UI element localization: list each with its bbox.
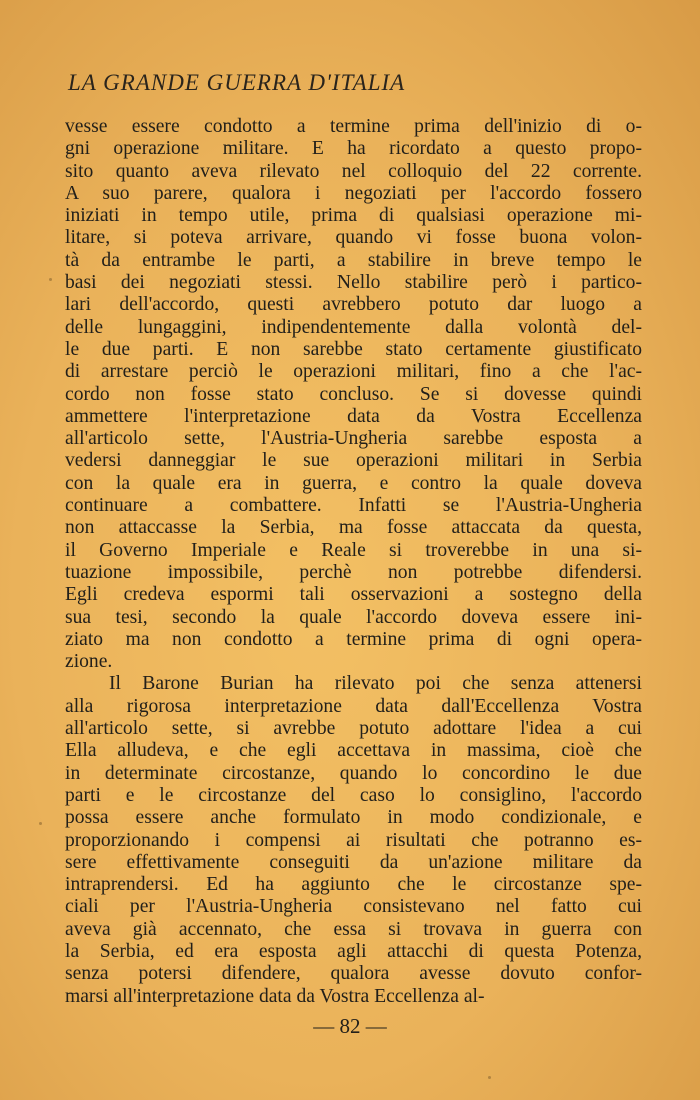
text-line: all'articolo sette, si avrebbe potuto adottare l'idea a cui [65, 718, 642, 740]
text-line: in determinate circostanze, quando lo concordino le due [65, 762, 642, 784]
text-line: zione. [65, 651, 113, 673]
paragraph-2 [65, 673, 642, 1007]
text-line: di arrestare perciò le operazioni militari, fino a che l'ac- [65, 361, 642, 383]
text-line: sua tesi, secondo la quale l'accordo doveva essere ini- [65, 606, 642, 628]
text-line: proporzionando i compensi ai risultati che potranno es- [65, 829, 642, 851]
text-line: il Governo Imperiale e Reale si troverebbe in una si- [65, 539, 642, 561]
text-line: Ella alludeva, e che egli accettava in massima, cioè che [65, 740, 642, 762]
text-line: ziato ma non condotto a termine prima di ogni opera- [65, 628, 642, 650]
text-line: ciali per l'Austria-Ungheria consistevano nel fatto cui [65, 896, 642, 918]
text-line: cordo non fosse stato concluso. Se si dovesse quindi [65, 383, 642, 405]
text-line: vesse essere condotto a termine prima dell'inizio di o- [65, 116, 642, 137]
text-line: Egli credeva espormi tali osservazioni a sostegno della [65, 584, 642, 606]
body-text [65, 116, 642, 1008]
paper-speck [49, 278, 52, 281]
text-line: A suo parere, qualora i negoziati per l'accordo fossero [65, 182, 642, 204]
text-line: delle lungaggini, indipendentemente dalla volontà del- [65, 316, 642, 338]
text-line: tuazione impossibile, perchè non potrebbe difendersi. [65, 561, 642, 583]
text-line: marsi all'interpretazione data da Vostra Eccellenza al- [65, 985, 485, 1007]
text-line: Il Barone Burian ha rilevato poi che senza attenersi [109, 673, 642, 695]
page-number: — 82 — [313, 1014, 387, 1038]
text-line: iniziati in tempo utile, prima di qualsiasi operazione mi- [65, 205, 642, 227]
text-line: parti e le circostanze del caso lo consiglino, l'accordo [65, 784, 642, 806]
text-line: senza potersi difendere, qualora avesse dovuto confor- [65, 963, 642, 985]
text-line: basi dei negoziati stessi. Nello stabilire però i partico- [65, 272, 642, 294]
text-line: aveva già accennato, che essa si trovava in guerra con [65, 918, 642, 940]
paragraph-1 [65, 116, 642, 673]
text-line: la Serbia, ed era esposta agli attacchi di questa Potenza, [65, 940, 642, 962]
text-line: lari dell'accordo, questi avrebbero potuto dar luogo a [65, 294, 642, 316]
text-line: vedersi danneggiar le sue operazioni militari in Serbia [65, 450, 642, 472]
text-line: litare, si poteva arrivare, quando vi fosse buona volon- [65, 227, 642, 249]
text-line: le due parti. E non sarebbe stato certamente giustificato [65, 338, 642, 360]
text-line: sere effettivamente conseguiti da un'azione militare da [65, 851, 642, 873]
text-line: continuare a combattere. Infatti se l'Austria-Ungheria [65, 495, 642, 517]
text-line: con la quale era in guerra, e contro la quale doveva [65, 472, 642, 494]
text-line: alla rigorosa interpretazione data dall'Eccellenza Vostra [65, 695, 642, 717]
paper-speck [39, 822, 42, 825]
text-line: gni operazione militare. E ha ricordato a questo propo- [65, 138, 642, 160]
text-line: tà da entrambe le parti, a stabilire in breve tempo le [65, 249, 642, 271]
text-line: sito quanto aveva rilevato nel colloquio del 22 corrente. [65, 160, 642, 182]
text-line: possa essere anche formulato in modo condizionale, e [65, 807, 642, 829]
text-line: all'articolo sette, l'Austria-Ungheria sarebbe esposta a [65, 428, 642, 450]
running-title: LA GRANDE GUERRA D'ITALIA [68, 70, 406, 95]
text-line: intraprendersi. Ed ha aggiunto che le circostanze spe- [65, 874, 642, 896]
paper-speck [488, 1076, 491, 1079]
text-line: ammettere l'interpretazione data da Vostra Eccellenza [65, 405, 642, 427]
text-line: non attaccasse la Serbia, ma fosse attaccata da questa, [65, 517, 642, 539]
